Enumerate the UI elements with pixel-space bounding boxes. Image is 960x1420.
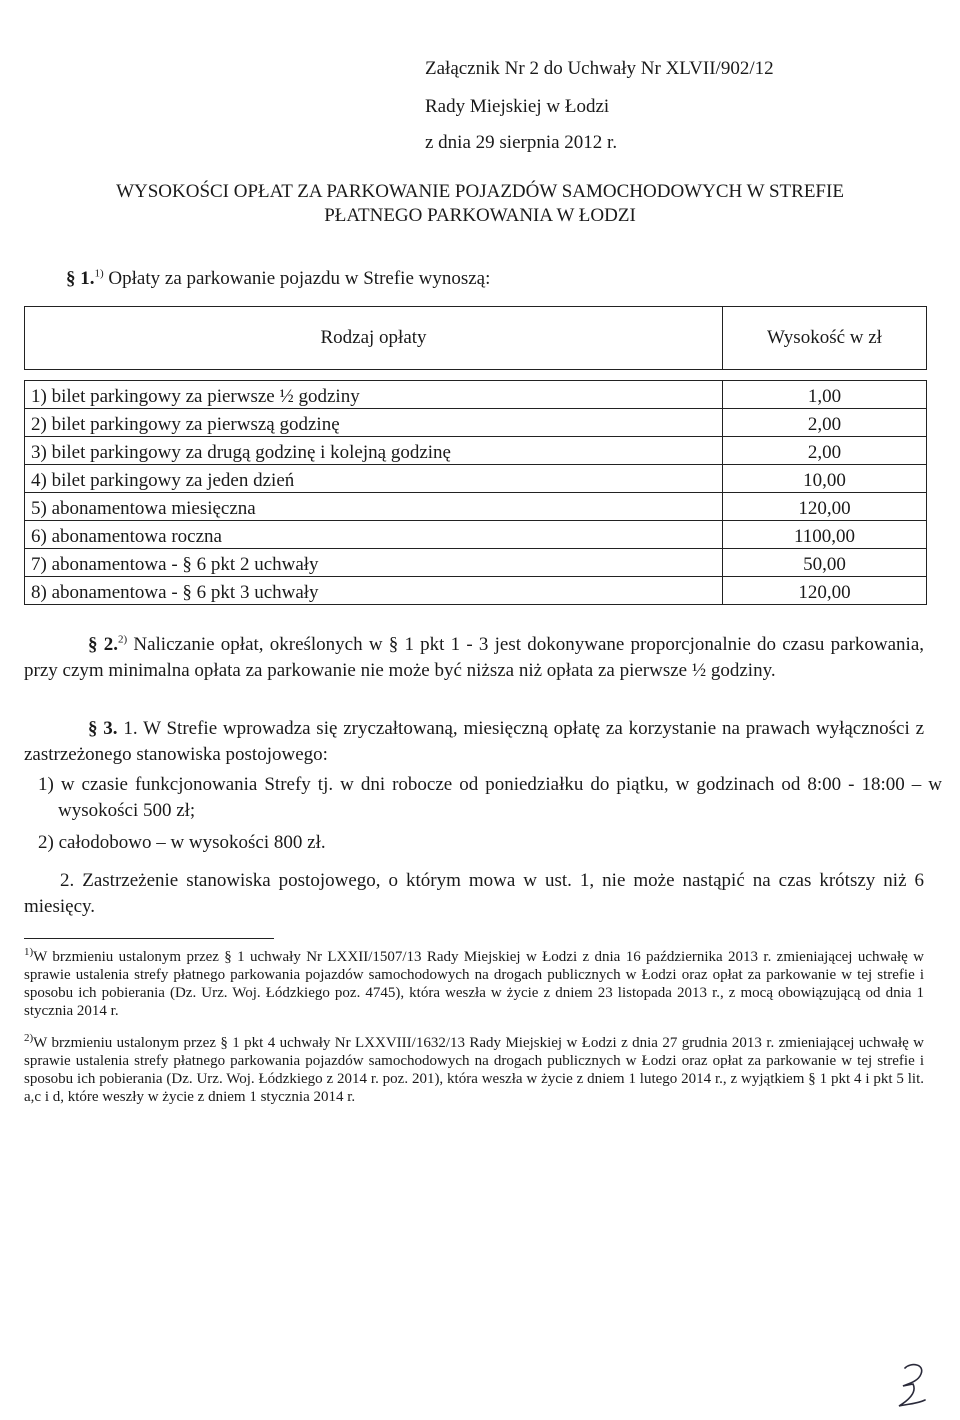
fee-label: 8) abonamentowa - § 6 pkt 3 uchwały [25,577,723,605]
fee-value: 50,00 [723,549,927,577]
table-row [25,521,927,549]
section-2-footnote-ref: 2) [117,633,128,646]
footnote-1-text: W brzmieniu ustalonym przez § 1 uchwały Nr LXXII/1507/13 Rady Miejskiej w Łodzi z dnia 16 października 2013 r. zmieniającej uchwałę w sprawie ustalenia strefy płatnego parkowania pojazdów samochodowych na drogach publicznych w Łodzi oraz opłat za parkowanie w tej strefie i sposobu ich pobierania (Dz. Urz. Woj. Łódzkiego poz. 4745), która weszła w życie z dniem 23 listopada 2013 r., z mocą obowiązującą od dnia 1 stycznia 2014 r. [24,949,924,1019]
attachment-header-line3: z dnia 29 sierpnia 2012 r. [425,132,618,153]
fee-value: 2,00 [723,437,927,465]
document-title-line2: PŁATNEGO PARKOWANIA W ŁODZI [324,205,636,226]
fees-table-header-amount: Wysokość w zł [723,307,927,370]
table-row [25,381,927,409]
table-row [25,437,927,465]
fee-value: 120,00 [723,577,927,605]
fee-label: 6) abonamentowa roczna [25,521,723,549]
fee-value: 1,00 [723,381,927,409]
section-3-point-2: 2. Zastrzeżenie stanowiska postojowego, o którym mowa w ust. 1, nie może nastąpić na czas krótszy niż 6 miesięcy. [24,870,924,917]
footnote-2-mark: 2) [24,1032,34,1044]
fee-label: 2) bilet parkingowy za pierwszą godzinę [25,409,723,437]
fee-value: 120,00 [723,493,927,521]
attachment-header-line1: Załącznik Nr 2 do Uchwały Nr XLVII/902/12 [425,58,774,79]
fee-value: 10,00 [723,465,927,493]
section-3-intro [24,716,924,768]
table-row [25,493,927,521]
fee-value: 2,00 [723,409,927,437]
footnote-2-text: W brzmieniu ustalonym przez § 1 pkt 4 uchwały Nr LXXVIII/1632/13 Rady Miejskiej w Łodzi z dnia 27 grudnia 2013 r. zmieniającej uchwałę w sprawie ustalenia strefy płatnego parkowania pojazdów samochodowych na drogach publicznych w Łodzi oraz opłat za parkowanie w tej strefie i sposobu ich pobierania (Dz. Urz. Woj. Łódzkiego z 2014 r. poz. 201), która weszła w życie z dniem 1 lutego 2014 r., z wyjątkiem § 1 pkt 4 i pkt 5 lit. a,c i d, które weszły w życie z dniem 1 stycznia 2014 r. [24,1035,924,1105]
fee-value: 1100,00 [723,521,927,549]
section-1-footnote-ref: 1) [94,267,104,280]
attachment-header-line2: Rady Miejskiej w Łodzi [425,96,610,117]
section-1-text: Opłaty za parkowanie pojazdu w Strefie wynoszą: [108,268,491,289]
section-3-mark: § 3. [88,718,118,739]
handwritten-initial-signature [891,1360,935,1412]
footnote-2 [24,1034,924,1106]
section-1-heading [66,266,490,292]
section-1-mark: § 1. [66,268,95,289]
footnote-1 [24,948,924,1020]
section-3-item-1: 1) w czasie funkcjonowania Strefy tj. w dni robocze od poniedziałku do piątku, w godzinach od 8:00 - 18:00 – w wysokości 500 zł; [38,774,942,821]
table-row [25,465,927,493]
fee-label: 7) abonamentowa - § 6 pkt 2 uchwały [25,549,723,577]
fee-label: 5) abonamentowa miesięczna [25,493,723,521]
table-row [25,409,927,437]
fee-label: 1) bilet parkingowy za pierwsze ½ godziny [25,381,723,409]
section-2-text: Naliczanie opłat, określonych w § 1 pkt 1 - 3 jest dokonywane proporcjonalnie do czasu parkowania, przy czym minimalna opłata za parkowanie nie może być niższa niż opłata za pierwsze ½ godziny. [24,634,925,681]
fees-table [24,306,927,605]
table-row [25,549,927,577]
fee-label: 3) bilet parkingowy za drugą godzinę i kolejną godzinę [25,437,723,465]
section-2-mark: § 2. [88,634,118,655]
document-title-line1: WYSOKOŚCI OPŁAT ZA PARKOWANIE POJAZDÓW SAMOCHODOWYCH W STREFIE [116,181,844,202]
section-3-intro-text: 1. W Strefie wprowadza się zryczałtowaną, miesięczną opłatę za korzystanie na prawach wyłączności z zastrzeżonego stanowiska postojowego: [24,718,925,765]
fee-label: 4) bilet parkingowy za jeden dzień [25,465,723,493]
footnote-separator [24,938,274,939]
table-row [25,577,927,605]
section-2 [24,632,924,684]
footnote-1-mark: 1) [24,946,34,958]
fees-table-spacer [25,370,927,381]
section-3-item-2: 2) całodobowo – w wysokości 800 zł. [38,832,326,853]
fees-table-header-type: Rodzaj opłaty [25,307,723,370]
document-title [30,180,930,228]
